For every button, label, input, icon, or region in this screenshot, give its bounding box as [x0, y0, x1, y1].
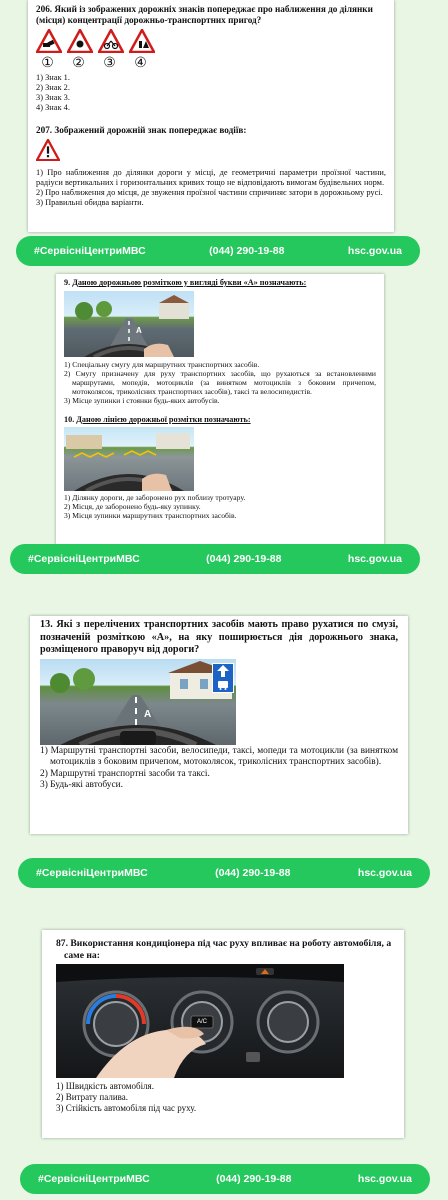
question-9-title: [64, 278, 376, 288]
zigzag-scene-illustration: [64, 427, 194, 491]
sign-number-row: [36, 55, 386, 70]
sign-number-4: ④: [134, 54, 147, 70]
question-87-title: 87. Використання кондиціонера під час руху впливає на роботу автомобіля, а саме на:: [56, 938, 392, 961]
answer-option: 3) Знак 3.: [36, 93, 70, 102]
answer-option: 3) Місця зупинки маршрутних транспортних засобів.: [64, 511, 237, 520]
footer-hashtag[interactable]: #СервісніЦентриМВС: [28, 553, 140, 565]
footer-site-link[interactable]: hsc.gov.ua: [347, 553, 402, 565]
footer-site-link[interactable]: hsc.gov.ua: [347, 245, 402, 257]
answer-option: 2) Знак 2.: [36, 83, 70, 92]
question-10-title: [64, 415, 376, 425]
road-scene-illustration: [64, 291, 194, 357]
road-marking-a-photo: [64, 291, 194, 357]
card-4: [0, 894, 448, 1200]
footer-site-link[interactable]: hsc.gov.ua: [357, 1173, 412, 1185]
question-10-answers: [64, 493, 376, 520]
warning-sign-dot-icon: [67, 29, 93, 53]
arrow-up-icon: [217, 665, 229, 677]
page-sheet-2: [56, 274, 384, 546]
uneven-road-warning-sign-icon: [36, 139, 60, 161]
answer-option: 2) Місця, де заборонено будь-яку зупинку.: [64, 502, 201, 511]
air-conditioner-panel-photo: [56, 964, 344, 1078]
answer-option: 1) Спеціальну смугу для маршрутних транспортних засобів.: [64, 360, 260, 369]
footer-site-link[interactable]: hsc.gov.ua: [357, 867, 412, 879]
sign-number-1: ①: [41, 54, 54, 70]
answer-option: 3) Місце зупинки і стоянки будь-яких автобусів.: [64, 396, 220, 405]
answer-option: 1) Маршрутні транспортні засоби, велосипеди, таксі, мопеди та мотоцикли (за винятком мотоциклів з боковим причепом, мотоколясок, триколісних транспортних засобів).: [40, 745, 398, 767]
footer-hashtag[interactable]: #СервісніЦентриМВС: [34, 245, 146, 257]
road-marking-a-glyph: А: [136, 326, 142, 335]
footer-phone[interactable]: (044) 290-19-88: [216, 1173, 292, 1185]
question-13-title: 13. Які з перелічених транспортних засобів мають право рухатися по смузі, позначеній розміткою «А», на яку поширюється дія дорожнього знака, розміщеного праворуч від дороги?: [40, 619, 398, 655]
question-9-answers: [64, 360, 376, 405]
answer-option: 2) Про наближення до місця, де звуження проїзної частини спричиняє затори в дорожньому русі.: [36, 188, 383, 197]
question-206-answers: [36, 73, 386, 113]
footer-phone[interactable]: (044) 290-19-88: [209, 245, 285, 257]
question-207-answers: [36, 168, 386, 208]
bus-lane-road-sign: [212, 663, 234, 693]
answer-option: 3) Будь-які автобуси.: [40, 780, 124, 790]
question-13-answers: [40, 746, 398, 792]
answer-option: 3) Стійкість автомобіля під час руху.: [56, 1103, 197, 1113]
answer-option: 2) Маршрутні транспортні засоби та таксі.: [40, 768, 210, 779]
road-marking-a-glyph: А: [144, 708, 152, 720]
sign-number-3: ③: [103, 54, 116, 70]
ac-button-label: A/C: [196, 1019, 207, 1025]
question-number: 10.: [64, 415, 77, 424]
footer-hashtag[interactable]: #СервісніЦентриМВС: [38, 1173, 150, 1185]
footer-phone[interactable]: (044) 290-19-88: [215, 867, 291, 879]
answer-option: 2) Витрату палива.: [56, 1092, 129, 1102]
answer-option: 1) Ділянку дороги, де заборонено рух поблизу тротуару.: [64, 493, 246, 502]
question-9-text: Даною дорожньою розміткою у вигляді букви «А» позначають:: [72, 278, 307, 287]
card-1: [0, 0, 448, 270]
footer-bar: [10, 544, 420, 574]
answer-option: 1) Про наближення до ділянки дороги у місці, де геометричні параметри проїзної частини, радіуси вертикальних і горизонтальних кривих тощо не відповідають вимогам будівельних норм.: [36, 168, 386, 187]
page-sheet-1: [28, 0, 394, 232]
footer-bar: [16, 236, 420, 266]
question-206-title: 206. Який із зображених дорожніх знаків попереджає про наближення до ділянки (місця) концентрації дорожньо-транспортних пригод?: [36, 4, 373, 25]
warning-sign-accident-icon: [36, 29, 62, 53]
bus-lane-scene-illustration: [40, 659, 236, 745]
question-87-answers: [56, 1081, 392, 1114]
bus-lane-photo: [40, 659, 236, 745]
page-sheet-3: [30, 616, 408, 834]
sign-row: [36, 29, 386, 53]
warning-sign-road-works-icon: [129, 29, 155, 53]
footer-phone[interactable]: (044) 290-19-88: [206, 553, 282, 565]
answer-option: 1) Швидкість автомобіля.: [56, 1081, 154, 1091]
answer-option: 1) Знак 1.: [36, 73, 70, 82]
footer-hashtag[interactable]: #СервісніЦентриМВС: [36, 867, 148, 879]
sign-number-2: ②: [72, 54, 85, 70]
answer-option: 2) Смугу призначену для руху транспортних засобів, що рухаються за встановленими маршрутами, мопедів, мотоциклів (за винятком мотоциклів з боковим причепом, мотоколясок, триколісних транспортних засобів), таксі та велосипедистів.: [64, 369, 376, 396]
page-sheet-4: [42, 930, 404, 1138]
road-zigzag-marking-photo: [64, 427, 194, 491]
card-3: [0, 588, 448, 894]
footer-bar: [20, 1164, 430, 1194]
question-207-title: 207. Зображений дорожній знак попереджає водіїв:: [36, 125, 247, 135]
question-10-text: Даною лінією дорожньої розмітки позначають:: [76, 415, 251, 424]
warning-sign-cyclist-icon: [98, 29, 124, 53]
answer-option: 4) Знак 4.: [36, 103, 70, 112]
bus-icon: [217, 680, 229, 690]
question-number: 9.: [64, 278, 73, 287]
answer-option: 3) Правильні обидва варіанти.: [36, 198, 144, 207]
card-2: [0, 270, 448, 588]
footer-bar: [18, 858, 430, 888]
